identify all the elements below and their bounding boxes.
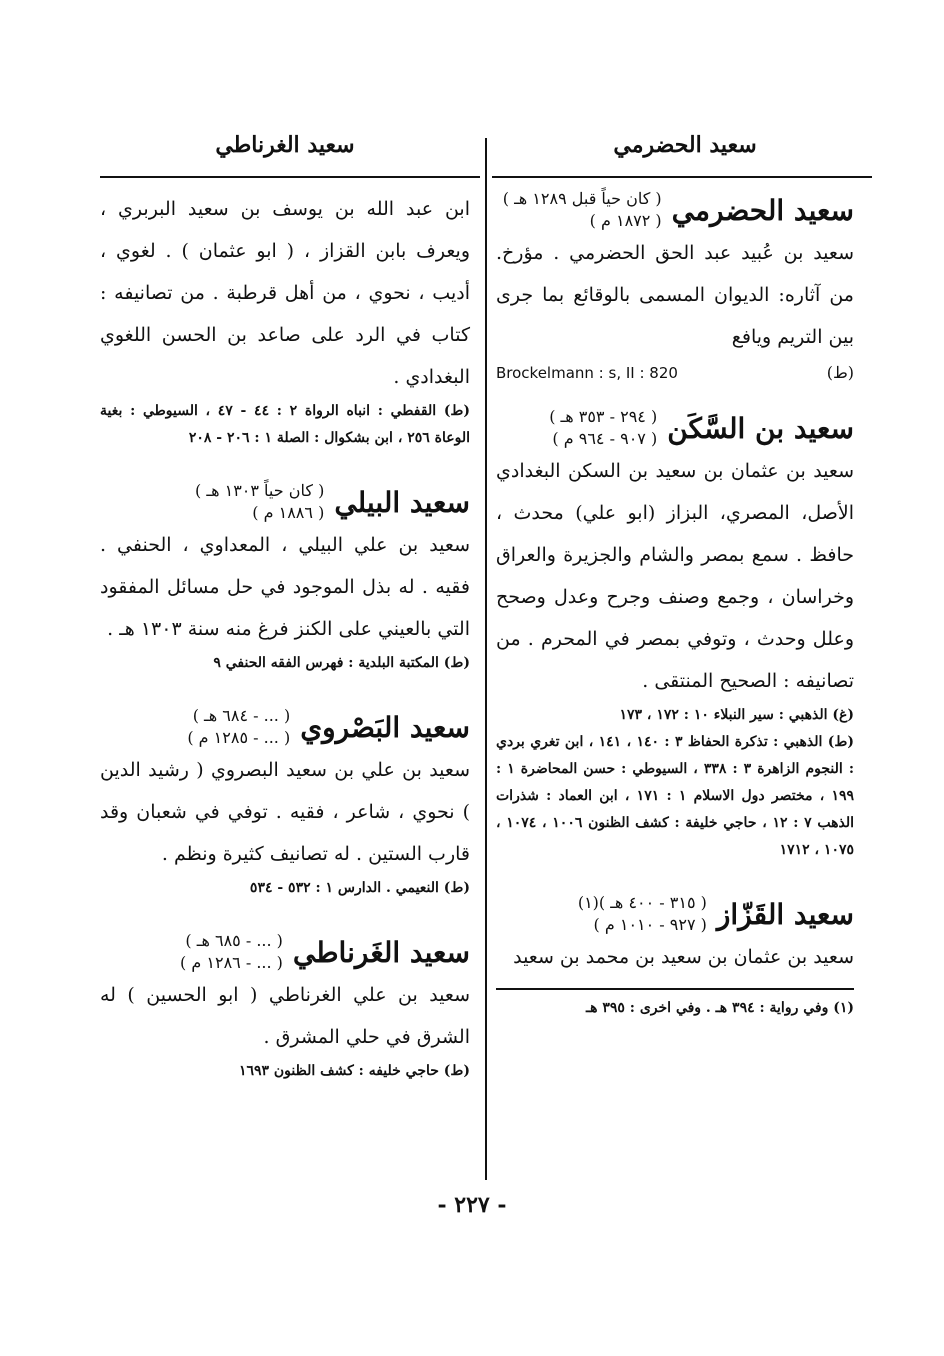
date-hijri: ( ٢٩٤ - ٣٥٣ هـ ) <box>549 407 658 426</box>
reference-latin: Brockelmann : s, II : 820 <box>496 364 678 382</box>
reference-code: (ط) <box>826 363 854 382</box>
column-divider <box>485 138 487 1180</box>
entry-body: سعيد بن عثمان بن سعيد بن محمد بن سعيد <box>513 946 854 968</box>
entry-hadrami <box>496 188 854 388</box>
entry-name: سعيد القَزّاز <box>716 897 854 931</box>
running-header-left: سعيد الغرناطي <box>215 132 355 158</box>
entry-dates <box>503 188 662 232</box>
entry-gharnati <box>100 930 470 1085</box>
header-rule-left <box>100 176 480 178</box>
entry-reference <box>496 358 854 388</box>
date-gregorian: ( ... - ١٢٨٥ م ) <box>187 728 291 747</box>
entry-name: سعيد البَصْروي <box>300 710 470 744</box>
entry-qazzaz <box>496 892 854 978</box>
entry-dates <box>195 480 324 524</box>
date-gregorian: ( ٩٠٧ - ٩٦٤ م ) <box>552 429 658 448</box>
date-gregorian: ( ١٨٨٦ م ) <box>252 503 325 522</box>
entry-bili <box>100 480 470 677</box>
entry-name: سعيد البيلي <box>334 485 470 519</box>
running-header-right: سعيد الحضرمي <box>613 132 757 158</box>
entry-heading <box>496 406 854 450</box>
entry-heading <box>100 930 470 974</box>
entry-dates <box>180 930 283 974</box>
date-gregorian: ( ٩٢٧ - ١٠١٠ م ) <box>593 915 707 934</box>
date-hijri: ( كان حياً قبل ١٢٨٩ هـ ) <box>502 189 662 208</box>
footnote: (١) وفي رواية : ٣٩٤ هـ . وفي اخرى : ٣٩٥ هـ <box>586 1000 854 1016</box>
entry-name: سعيد الحضرمي <box>671 193 854 227</box>
entry-basrawi <box>100 705 470 902</box>
entry-dates <box>549 406 657 450</box>
footnote-rule <box>496 988 854 990</box>
entry-dates <box>187 705 290 749</box>
entry-heading <box>496 188 854 232</box>
date-gregorian: ( ... - ١٢٨٦ م ) <box>180 953 283 972</box>
entry-reference: (غ) الذهبي : سير النبلاء ١٠ : ١٧٢ ، ١٧٣ <box>619 707 854 723</box>
entry-dates <box>578 892 707 936</box>
entry-reference: (ط) القفطي : انباه الرواة ٢ : ٤٤ - ٤٧ ، السيوطي : بغية الوعاة ٢٥٦ ، ابن بشكوال : الصلة ١ : ٢٠٦ - ٢٠٨ <box>100 403 471 446</box>
entry-body: سعيد بن علي البيلي ، المعداوي ، الحنفي . فقيه . له بذل الموجود في حل مسائل المفقود التي بالعيني على الكنز فرغ منه سنة ١٣٠٣ هـ . <box>100 534 470 640</box>
right-column <box>496 188 854 1020</box>
entry-reference: (ط) النعيمي . الدارس ١ : ٥٣٢ - ٥٣٤ <box>249 880 470 896</box>
date-hijri: ( كان حياً ١٣٠٣ هـ ) <box>195 481 325 500</box>
entry-heading <box>100 705 470 749</box>
entry-reference: (ط) الذهبي : تذكرة الحفاظ ٣ : ١٤٠ ، ١٤١ ، ابن تغري بردي : النجوم الزاهرة ٣ : ٣٣٨ ، السيوطي : حسن المحاضرة ١ : ١٩٩ ، مختصر دول الاسلام ١ : ١٧١ ، ابن العماد : شذرات الذهب ٧ : ١٢ ، حاجي خليفة : كشف الظنون ١٠٠٦ ، ١٠٧٤ ، ١٠٧٥ ، ١٧١٢ <box>496 734 855 858</box>
date-gregorian: ( ١٨٧٢ م ) <box>589 211 662 230</box>
entry-qazzaz-continued <box>100 188 470 452</box>
entry-body: سعيد بن علي بن سعيد البصروي ( رشيد الدين ) نحوي ، شاعر ، فقيه . توفي في شعبان وقد قارب الستين . له تصانيف كثيرة ونظم . <box>100 759 470 865</box>
entry-heading <box>100 480 470 524</box>
entry-reference: (ط) المكتبة البلدية : فهرس الفقه الحنفي ٩ <box>213 655 470 671</box>
entry-name: سعيد بن السَّكَن <box>667 411 854 445</box>
entry-reference: (ط) حاجي خليفه : كشف الظنون ١٦٩٣ <box>238 1063 470 1079</box>
left-column <box>100 188 470 1085</box>
entry-sakan <box>496 406 854 864</box>
entry-body: سعيد بن عُبيد عبد الحق الحضرمي . مؤرخ. من آثاره: الديوان المسمى بالوقائع بما جرى بين التريم ويافع <box>496 242 854 348</box>
header-rule-right <box>492 176 872 178</box>
date-hijri: ( ... - ٦٨٤ هـ ) <box>192 706 291 725</box>
entry-name: سعيد الغَرناطي <box>292 935 470 969</box>
page-number: - ٢٢٧ - <box>437 1192 507 1218</box>
entry-body: ابن عبد الله بن يوسف بن سعيد البربري ، ويعرف بابن القزاز ، ( ابو عثمان ) . لغوي ، أديب ، نحوي ، من أهل قرطبة . من تصانيفه : كتاب في الرد على صاعد بن الحسن اللغوي البغدادي . <box>100 198 470 388</box>
date-hijri: ( ... - ٦٨٥ هـ ) <box>185 931 283 950</box>
entry-body: سعيد بن علي الغرناطي ( ابو الحسين ) له الشرق في حلي المشرق . <box>100 984 470 1048</box>
entry-body: سعيد بن عثمان بن سعيد بن السكن البغدادي الأصل، المصري، البزاز (ابو علي) محدث ، حافظ . سمع بمصر والشام والجزيرة والعراق وخراسان ، وجمع وصنف وجرح وعدل وصحح وعلل وحدث ، وتوفي بمصر في المحرم . من تصانيفه : الصحيح المنتقى . <box>496 460 854 692</box>
entry-heading <box>496 892 854 936</box>
date-hijri: ( ٣١٥ - ٤٠٠ هـ )(١) <box>577 893 707 912</box>
